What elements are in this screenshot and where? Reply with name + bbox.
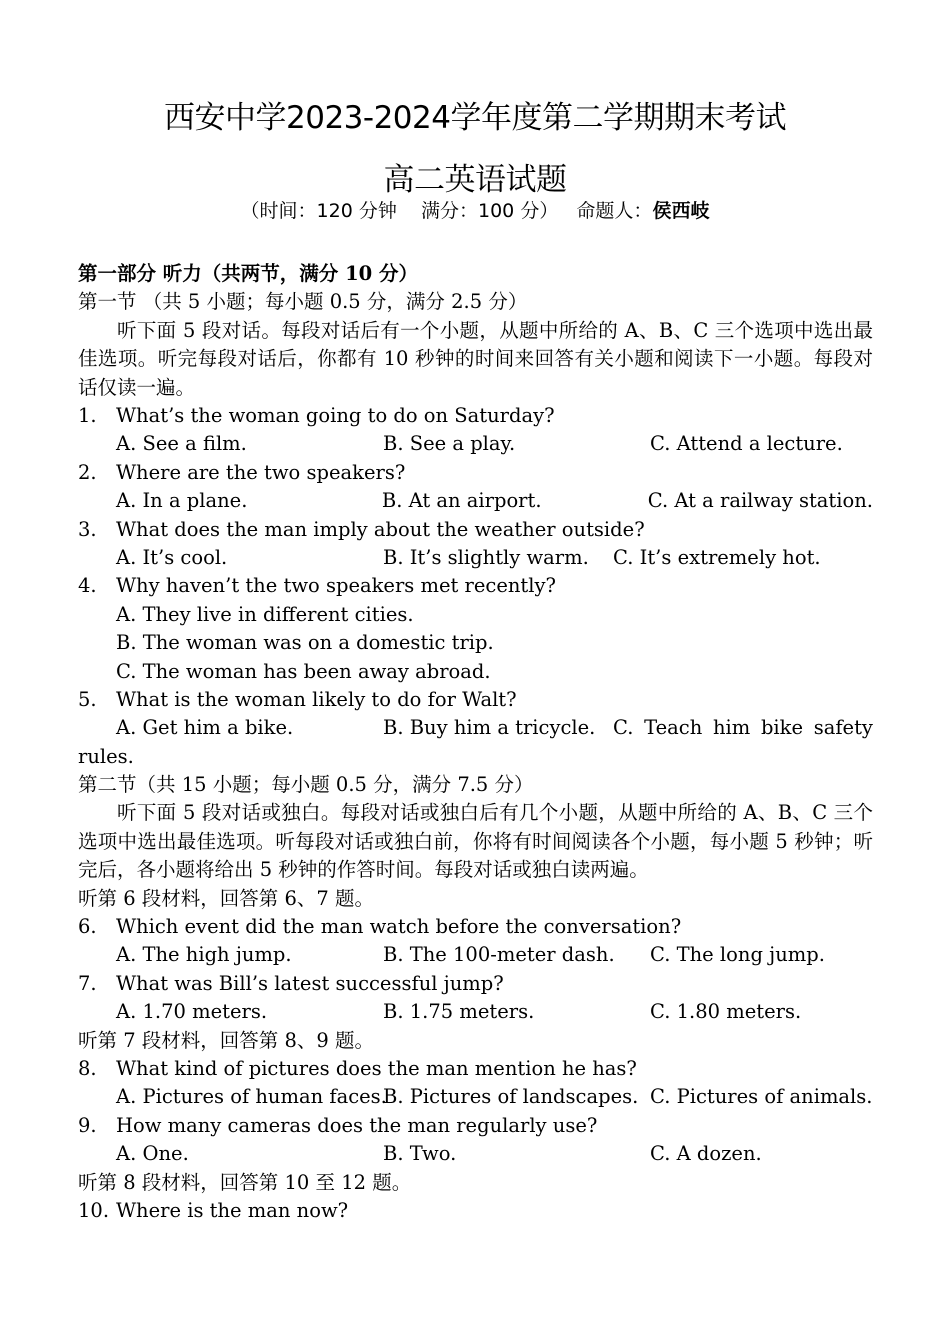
option-b: B. The 100-meter dash. — [383, 943, 615, 967]
exam-body — [78, 260, 873, 1225]
section1-instructions: 听下面 5 段对话。每段对话后有一个小题，从题中所给的 A、B、C 三个选项中选出最佳选项。听完每段对话后，你都有 10 秒钟的时间来回答有关小题和阅读下一小题。每段对话仅读一遍。 — [78, 318, 873, 399]
exam-title: 西安中学2023-2024学年度第二学期期末考试 — [164, 100, 786, 136]
exam-author: 侯西岐 — [652, 200, 710, 222]
option-b: B. The woman was on a domestic trip. — [116, 631, 494, 655]
question-text: Where are the two speakers? — [116, 460, 406, 484]
option-a: A. Get him a bike. — [116, 716, 294, 740]
material-7-instruction: 听第 7 段材料，回答第 8、9 题。 — [78, 1028, 375, 1052]
option-a: A. One. — [116, 1142, 189, 1166]
option-c-word: bike — [760, 716, 804, 740]
question-text: What does the man imply about the weather outside? — [116, 517, 645, 541]
question-number: 2. — [78, 460, 97, 484]
question-1 — [78, 402, 873, 430]
option-c: C. Pictures of animals. — [650, 1085, 873, 1109]
question-number: 4. — [78, 574, 97, 598]
option-a: A. 1.70 meters. — [116, 1000, 268, 1024]
question-7 — [78, 970, 873, 998]
question-text: Which event did the man watch before the conversation? — [116, 915, 682, 939]
question-text: What’s the woman going to do on Saturday? — [116, 404, 555, 427]
exam-subject-title: 高二英语试题 — [383, 162, 567, 198]
question-4 — [78, 572, 873, 600]
question-5-options — [78, 714, 873, 742]
option-a: A. It’s cool. — [116, 545, 228, 569]
option-c-word: Teach — [644, 716, 703, 740]
question-text: What is the woman likely to do for Walt? — [116, 687, 517, 711]
question-number: 6. — [78, 915, 97, 939]
question-3 — [78, 516, 873, 544]
question-text: What was Bill’s latest successful jump? — [116, 971, 504, 995]
section2-instructions: 听下面 5 段对话或独白。每段对话或独白后有几个小题，从题中所给的 A、B、C 三个选项中选出最佳选项。听每段对话或独白前，你将有时间阅读各个小题，每小题 5 秒钟；听完后，各小题将给出 5 秒钟的作答时间。每段对话或独白读两遍。 — [78, 801, 873, 882]
question-number: 9. — [78, 1113, 97, 1137]
option-b: B. 1.75 meters. — [383, 1000, 535, 1024]
option-b: B. Pictures of landscapes. — [383, 1085, 639, 1109]
question-text: Why haven’t the two speakers met recently? — [116, 574, 556, 598]
question-number: 1. — [78, 404, 97, 427]
option-a: A. See a film. — [116, 432, 247, 456]
question-text: Where is the man now? — [116, 1198, 349, 1222]
option-c-continuation: rules. — [78, 744, 134, 768]
question-9 — [78, 1112, 873, 1140]
question-number: 10. — [78, 1198, 110, 1222]
question-text: How many cameras does the man regularly use? — [116, 1113, 598, 1137]
option-c: C. Attend a lecture. — [650, 432, 843, 456]
section2-heading: 第二节（共 15 小题；每小题 0.5 分，满分 7.5 分） — [78, 773, 534, 797]
option-a: A. Pictures of human faces. — [116, 1085, 387, 1109]
option-c — [613, 714, 873, 742]
option-b: B. Buy him a tricycle. — [383, 716, 596, 740]
option-b: B. It’s slightly warm. — [383, 545, 589, 569]
option-b: B. See a play. — [383, 432, 516, 456]
option-a: A. The high jump. — [116, 943, 292, 967]
question-9-options — [78, 1140, 873, 1168]
section1-heading: 第一节 （共 5 小题；每小题 0.5 分，满分 2.5 分） — [78, 290, 528, 314]
question-text: What kind of pictures does the man mention he has? — [116, 1057, 637, 1081]
question-5 — [78, 686, 873, 714]
option-c-word: safety — [813, 716, 873, 740]
option-c: C. It’s extremely hot. — [613, 545, 821, 569]
question-6 — [78, 913, 873, 941]
question-8 — [78, 1055, 873, 1083]
question-number: 5. — [78, 687, 97, 711]
option-c-word: C. — [613, 716, 634, 740]
question-2 — [78, 459, 873, 487]
option-a: A. They live in different cities. — [116, 602, 414, 626]
question-10 — [78, 1197, 873, 1225]
option-c: C. The woman has been away abroad. — [116, 659, 491, 683]
option-c: C. The long jump. — [650, 943, 825, 967]
question-1-options — [78, 430, 873, 458]
question-8-options — [78, 1083, 873, 1111]
material-8-instruction: 听第 8 段材料，回答第 10 至 12 题。 — [78, 1170, 412, 1194]
option-b: B. Two. — [383, 1142, 457, 1166]
material-6-instruction: 听第 6 段材料，回答第 6、7 题。 — [78, 886, 375, 910]
question-3-options — [78, 544, 873, 572]
option-c-word: him — [712, 716, 751, 740]
option-c: C. 1.80 meters. — [650, 1000, 802, 1024]
exam-meta — [0, 197, 950, 225]
question-7-options — [78, 998, 873, 1026]
question-2-options — [78, 487, 873, 515]
exam-meta-info: （时间：120 分钟 满分：100 分） 命题人： — [240, 200, 653, 222]
question-number: 7. — [78, 971, 97, 995]
option-c: C. At a railway station. — [647, 489, 873, 513]
option-c: C. A dozen. — [650, 1142, 762, 1166]
question-number: 3. — [78, 517, 97, 541]
question-6-options — [78, 941, 873, 969]
part1-heading: 第一部分 听力（共两节，满分 10 分） — [78, 262, 419, 285]
option-b: B. At an airport. — [381, 489, 542, 513]
option-a: A. In a plane. — [116, 489, 248, 513]
question-number: 8. — [78, 1057, 97, 1081]
